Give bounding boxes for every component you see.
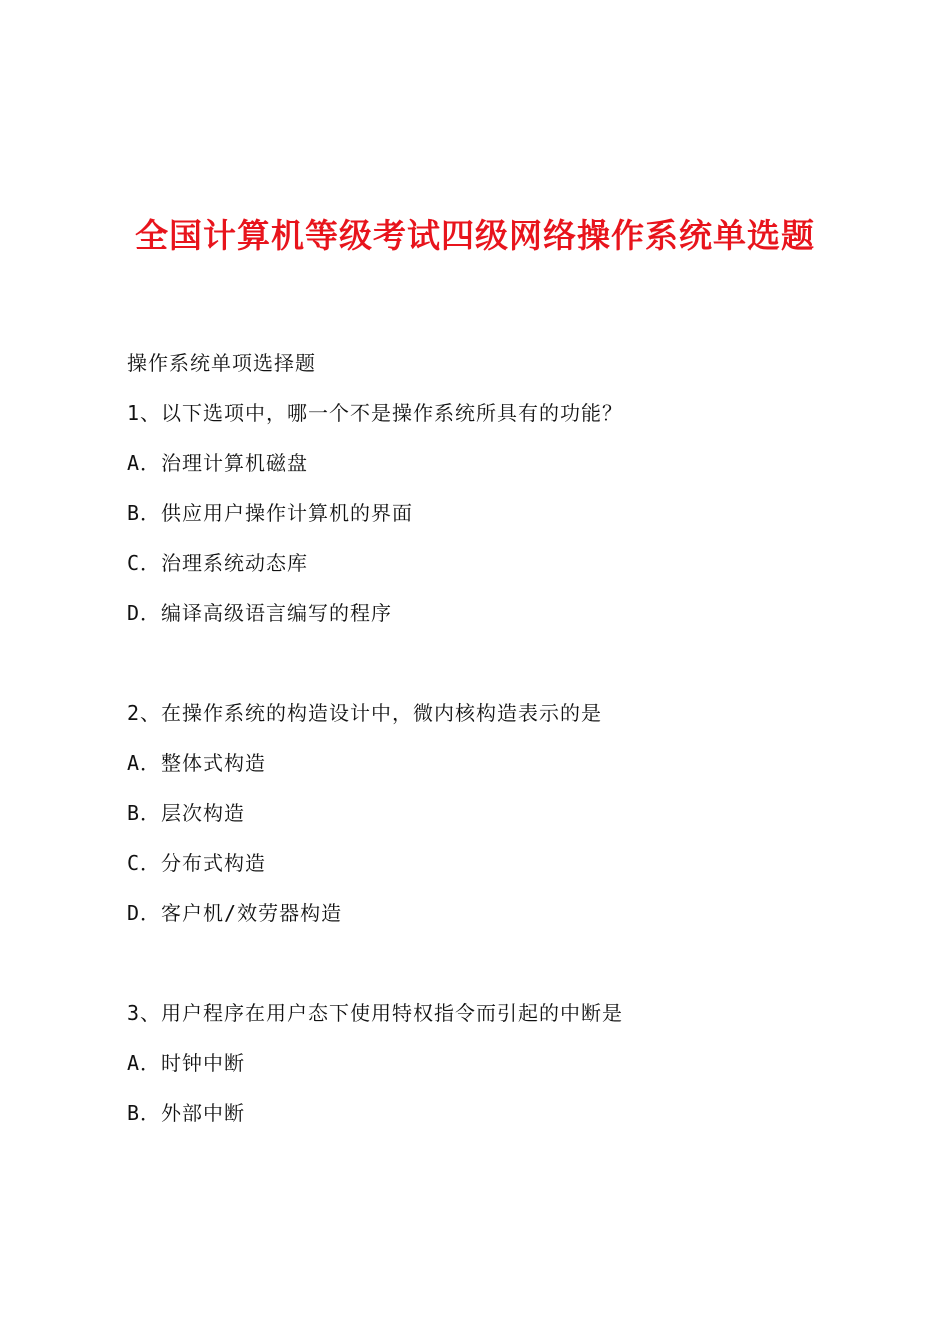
option-a: A．治理计算机磁盘 [127, 451, 309, 475]
option-d: D．客户机/效劳器构造 [127, 901, 343, 925]
question-block-1 [127, 396, 847, 646]
option-b: B．供应用户操作计算机的界面 [127, 501, 414, 525]
option-b: B．层次构造 [127, 801, 246, 825]
question-block-3 [127, 996, 847, 1146]
document-body [127, 346, 847, 1146]
spacer [127, 946, 847, 996]
question-stem: 3、用户程序在用户态下使用特权指令而引起的中断是 [127, 1001, 624, 1025]
question-stem: 1、以下选项中，哪一个不是操作系统所具有的功能？ [127, 401, 624, 425]
option-c: C．分布式构造 [127, 851, 267, 875]
option-d: D．编译高级语言编写的程序 [127, 601, 393, 625]
option-c: C．治理系统动态库 [127, 551, 309, 575]
option-a: A．时钟中断 [127, 1051, 246, 1075]
spacer [127, 646, 847, 696]
document-title: 全国计算机等级考试四级网络操作系统单选题 [135, 216, 815, 255]
section-heading: 操作系统单项选择题 [127, 351, 316, 375]
question-stem: 2、在操作系统的构造设计中，微内核构造表示的是 [127, 701, 603, 725]
option-b: B．外部中断 [127, 1101, 246, 1125]
option-a: A．整体式构造 [127, 751, 267, 775]
question-block-2 [127, 696, 847, 946]
